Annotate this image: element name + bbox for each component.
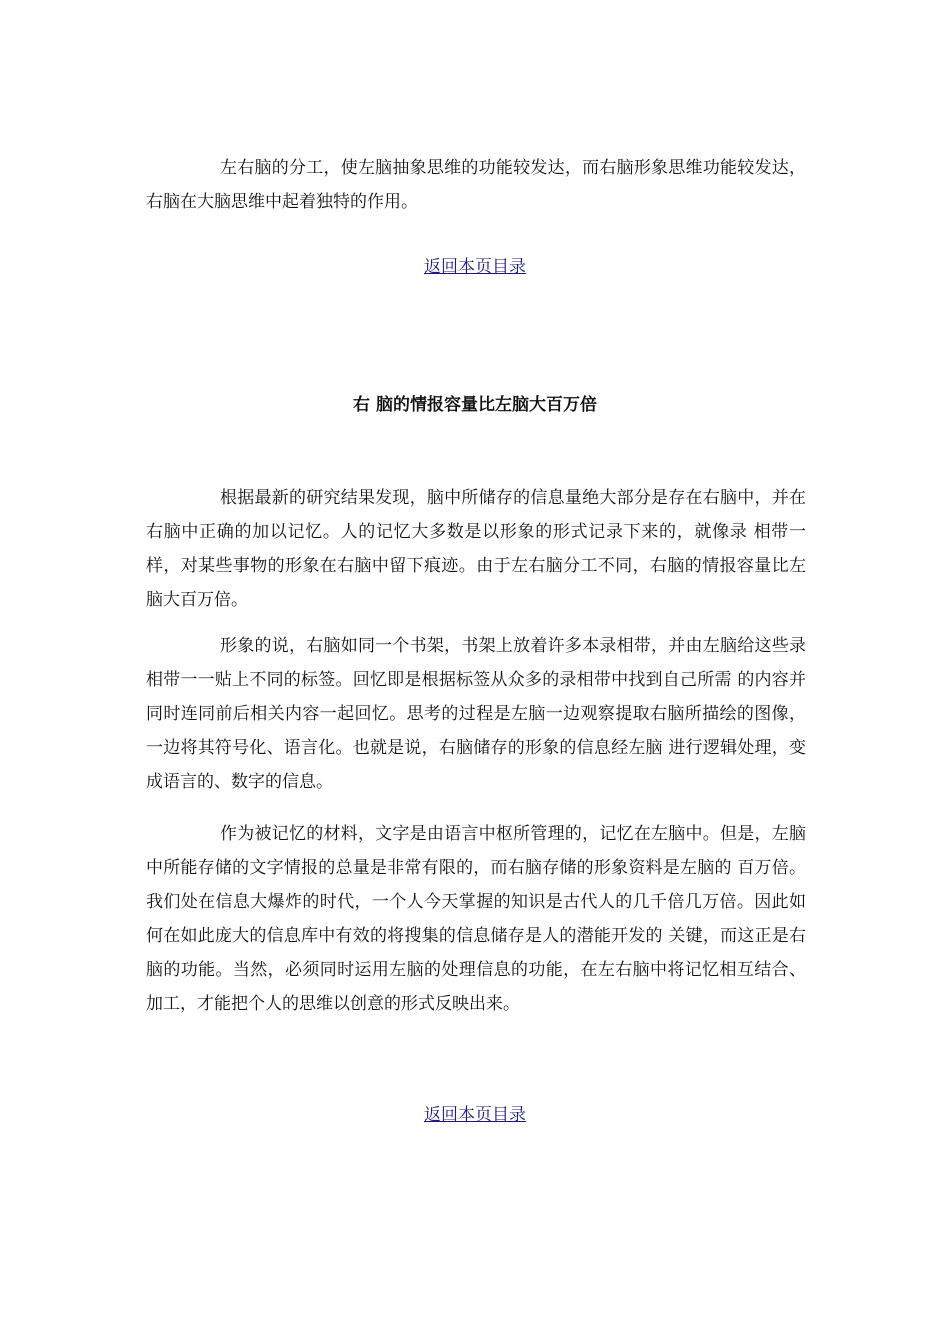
body-paragraph-2: 形象的说，右脑如同一个书架，书架上放着许多本录相带，并由左脑给这些录相带一一贴上不同的标签。回忆即是根据标签从众多的录相带中找到自己所需 的内容并同时连同前后相关内容一起回忆。思考的过程是左脑一边观察提取右脑所描绘的图像，一边将其符号化、语言化。也就是说，右脑储存的形象的信息经左脑 进行逻辑处理，变成语言的、数字的信息。 xyxy=(146,636,806,792)
back-link-container-2 xyxy=(0,1102,950,1128)
back-to-toc-link-2[interactable]: 返回本页目录 xyxy=(424,1105,526,1125)
section-heading: 右 脑的情报容量比左脑大百万倍 xyxy=(353,395,597,415)
intro-paragraph: 左右脑的分工，使左脑抽象思维的功能较发达，而右脑形象思维功能较发达，右脑在大脑思维中起着独特的作用。 xyxy=(146,158,806,212)
body-paragraph-3: 作为被记忆的材料，文字是由语言中枢所管理的，记忆在左脑中。但是，左脑中所能存储的文字情报的总量是非常有限的，而右脑存储的形象资料是左脑的 百万倍。我们处在信息大爆炸的时代，一个人今天掌握的知识是古代人的几千倍几万倍。因此如何在如此庞大的信息库中有效的将搜集的信息储存是人的潜能开发的 关键，而这正是右脑的功能。当然，必须同时运用左脑的处理信息的功能，在左右脑中将记忆相互结合、加工，才能把个人的思维以创意的形式反映出来。 xyxy=(146,824,806,1014)
back-link-container-1 xyxy=(0,254,950,280)
back-to-toc-link-1[interactable]: 返回本页目录 xyxy=(424,257,526,277)
body-paragraph-1: 根据最新的研究结果发现，脑中所储存的信息量绝大部分是存在右脑中，并在右脑中正确的加以记忆。人的记忆大多数是以形象的形式记录下来的，就像录 相带一样，对某些事物的形象在右脑中留下痕迹。由于左右脑分工不同，右脑的情报容量比左脑大百万倍。 xyxy=(146,488,806,610)
